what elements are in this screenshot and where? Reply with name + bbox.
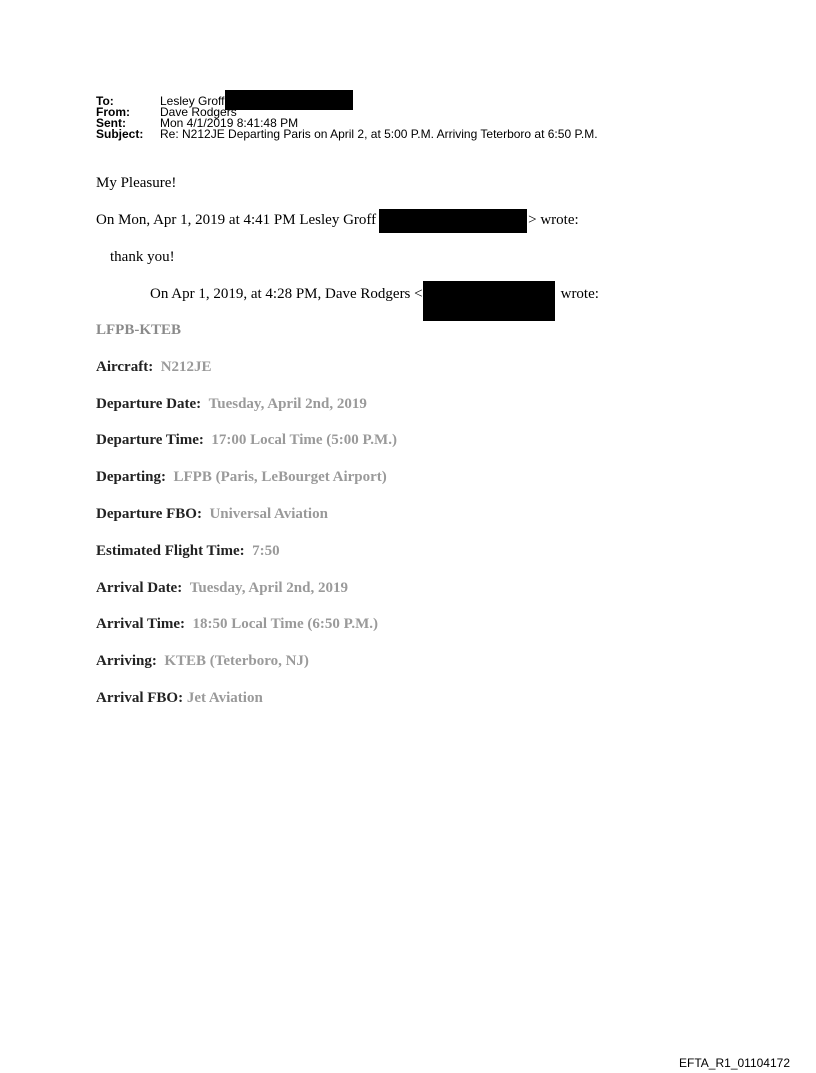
- subject-value: Re: N212JE Departing Paris on April 2, at 5:00 P.M. Arriving Teterboro at 6:50 P.M.: [160, 127, 598, 141]
- redaction-box: [423, 281, 555, 321]
- quote-line-2: [150, 285, 599, 321]
- detail-label: Departure FBO:: [96, 506, 202, 522]
- route-heading: [96, 321, 181, 339]
- from-label: From:: [96, 105, 130, 119]
- quote-line-1: [96, 211, 579, 233]
- detail-label: Arrival Time:: [96, 616, 186, 632]
- redaction-box: [225, 90, 353, 110]
- detail-value: LFPB (Paris, LeBourget Airport): [173, 469, 387, 485]
- detail-value: KTEB (Teterboro, NJ): [164, 653, 309, 669]
- detail-row: [96, 468, 387, 486]
- thanks-text: thank you!: [110, 249, 175, 265]
- detail-label: Arriving:: [96, 653, 157, 669]
- detail-value: Jet Aviation: [186, 690, 263, 706]
- detail-value: N212JE: [160, 359, 212, 375]
- detail-row: [96, 395, 367, 413]
- subject-row: [96, 129, 598, 140]
- detail-row: [96, 615, 378, 633]
- sent-value: Mon 4/1/2019 8:41:48 PM: [160, 116, 299, 130]
- detail-value: Tuesday, April 2nd, 2019: [189, 580, 348, 596]
- quote-1-suffix: > wrote:: [528, 212, 579, 228]
- to-label: To:: [96, 94, 114, 108]
- detail-label: Departure Time:: [96, 432, 204, 448]
- email-header: [96, 96, 598, 140]
- subject-label: Subject:: [96, 127, 144, 141]
- detail-label: Arrival FBO:: [96, 690, 184, 706]
- detail-row: [96, 431, 397, 449]
- detail-label: Arrival Date:: [96, 580, 183, 596]
- detail-label: Departure Date:: [96, 396, 202, 412]
- detail-row: [96, 358, 212, 376]
- detail-row: [96, 689, 263, 707]
- detail-value: Tuesday, April 2nd, 2019: [208, 396, 367, 412]
- detail-label: Departing:: [96, 469, 166, 485]
- document-id: EFTA_R1_01104172: [679, 1056, 790, 1070]
- detail-value: 18:50 Local Time (6:50 P.M.): [192, 616, 379, 632]
- detail-row: [96, 652, 309, 670]
- detail-label: Estimated Flight Time:: [96, 543, 245, 559]
- route-code: LFPB-KTEB: [96, 322, 182, 338]
- detail-value: 17:00 Local Time (5:00 P.M.): [211, 432, 397, 448]
- detail-row: [96, 579, 348, 597]
- quote-2-prefix: On Apr 1, 2019, at 4:28 PM, Dave Rodgers <: [150, 286, 423, 302]
- quote-2-suffix: wrote:: [560, 286, 599, 302]
- to-name: Lesley Groff: [160, 94, 225, 108]
- detail-value: 7:50: [252, 543, 280, 559]
- detail-row: [96, 505, 328, 523]
- reply-text: My Pleasure!: [96, 175, 177, 191]
- quote-1-prefix: On Mon, Apr 1, 2019 at 4:41 PM Lesley Groff: [96, 212, 377, 228]
- from-value: Dave Rodgers: [160, 105, 237, 119]
- detail-row: [96, 542, 280, 560]
- detail-value: Universal Aviation: [209, 506, 328, 522]
- sent-label: Sent:: [96, 116, 126, 130]
- detail-label: Aircraft:: [96, 359, 154, 375]
- redaction-box: [379, 209, 527, 233]
